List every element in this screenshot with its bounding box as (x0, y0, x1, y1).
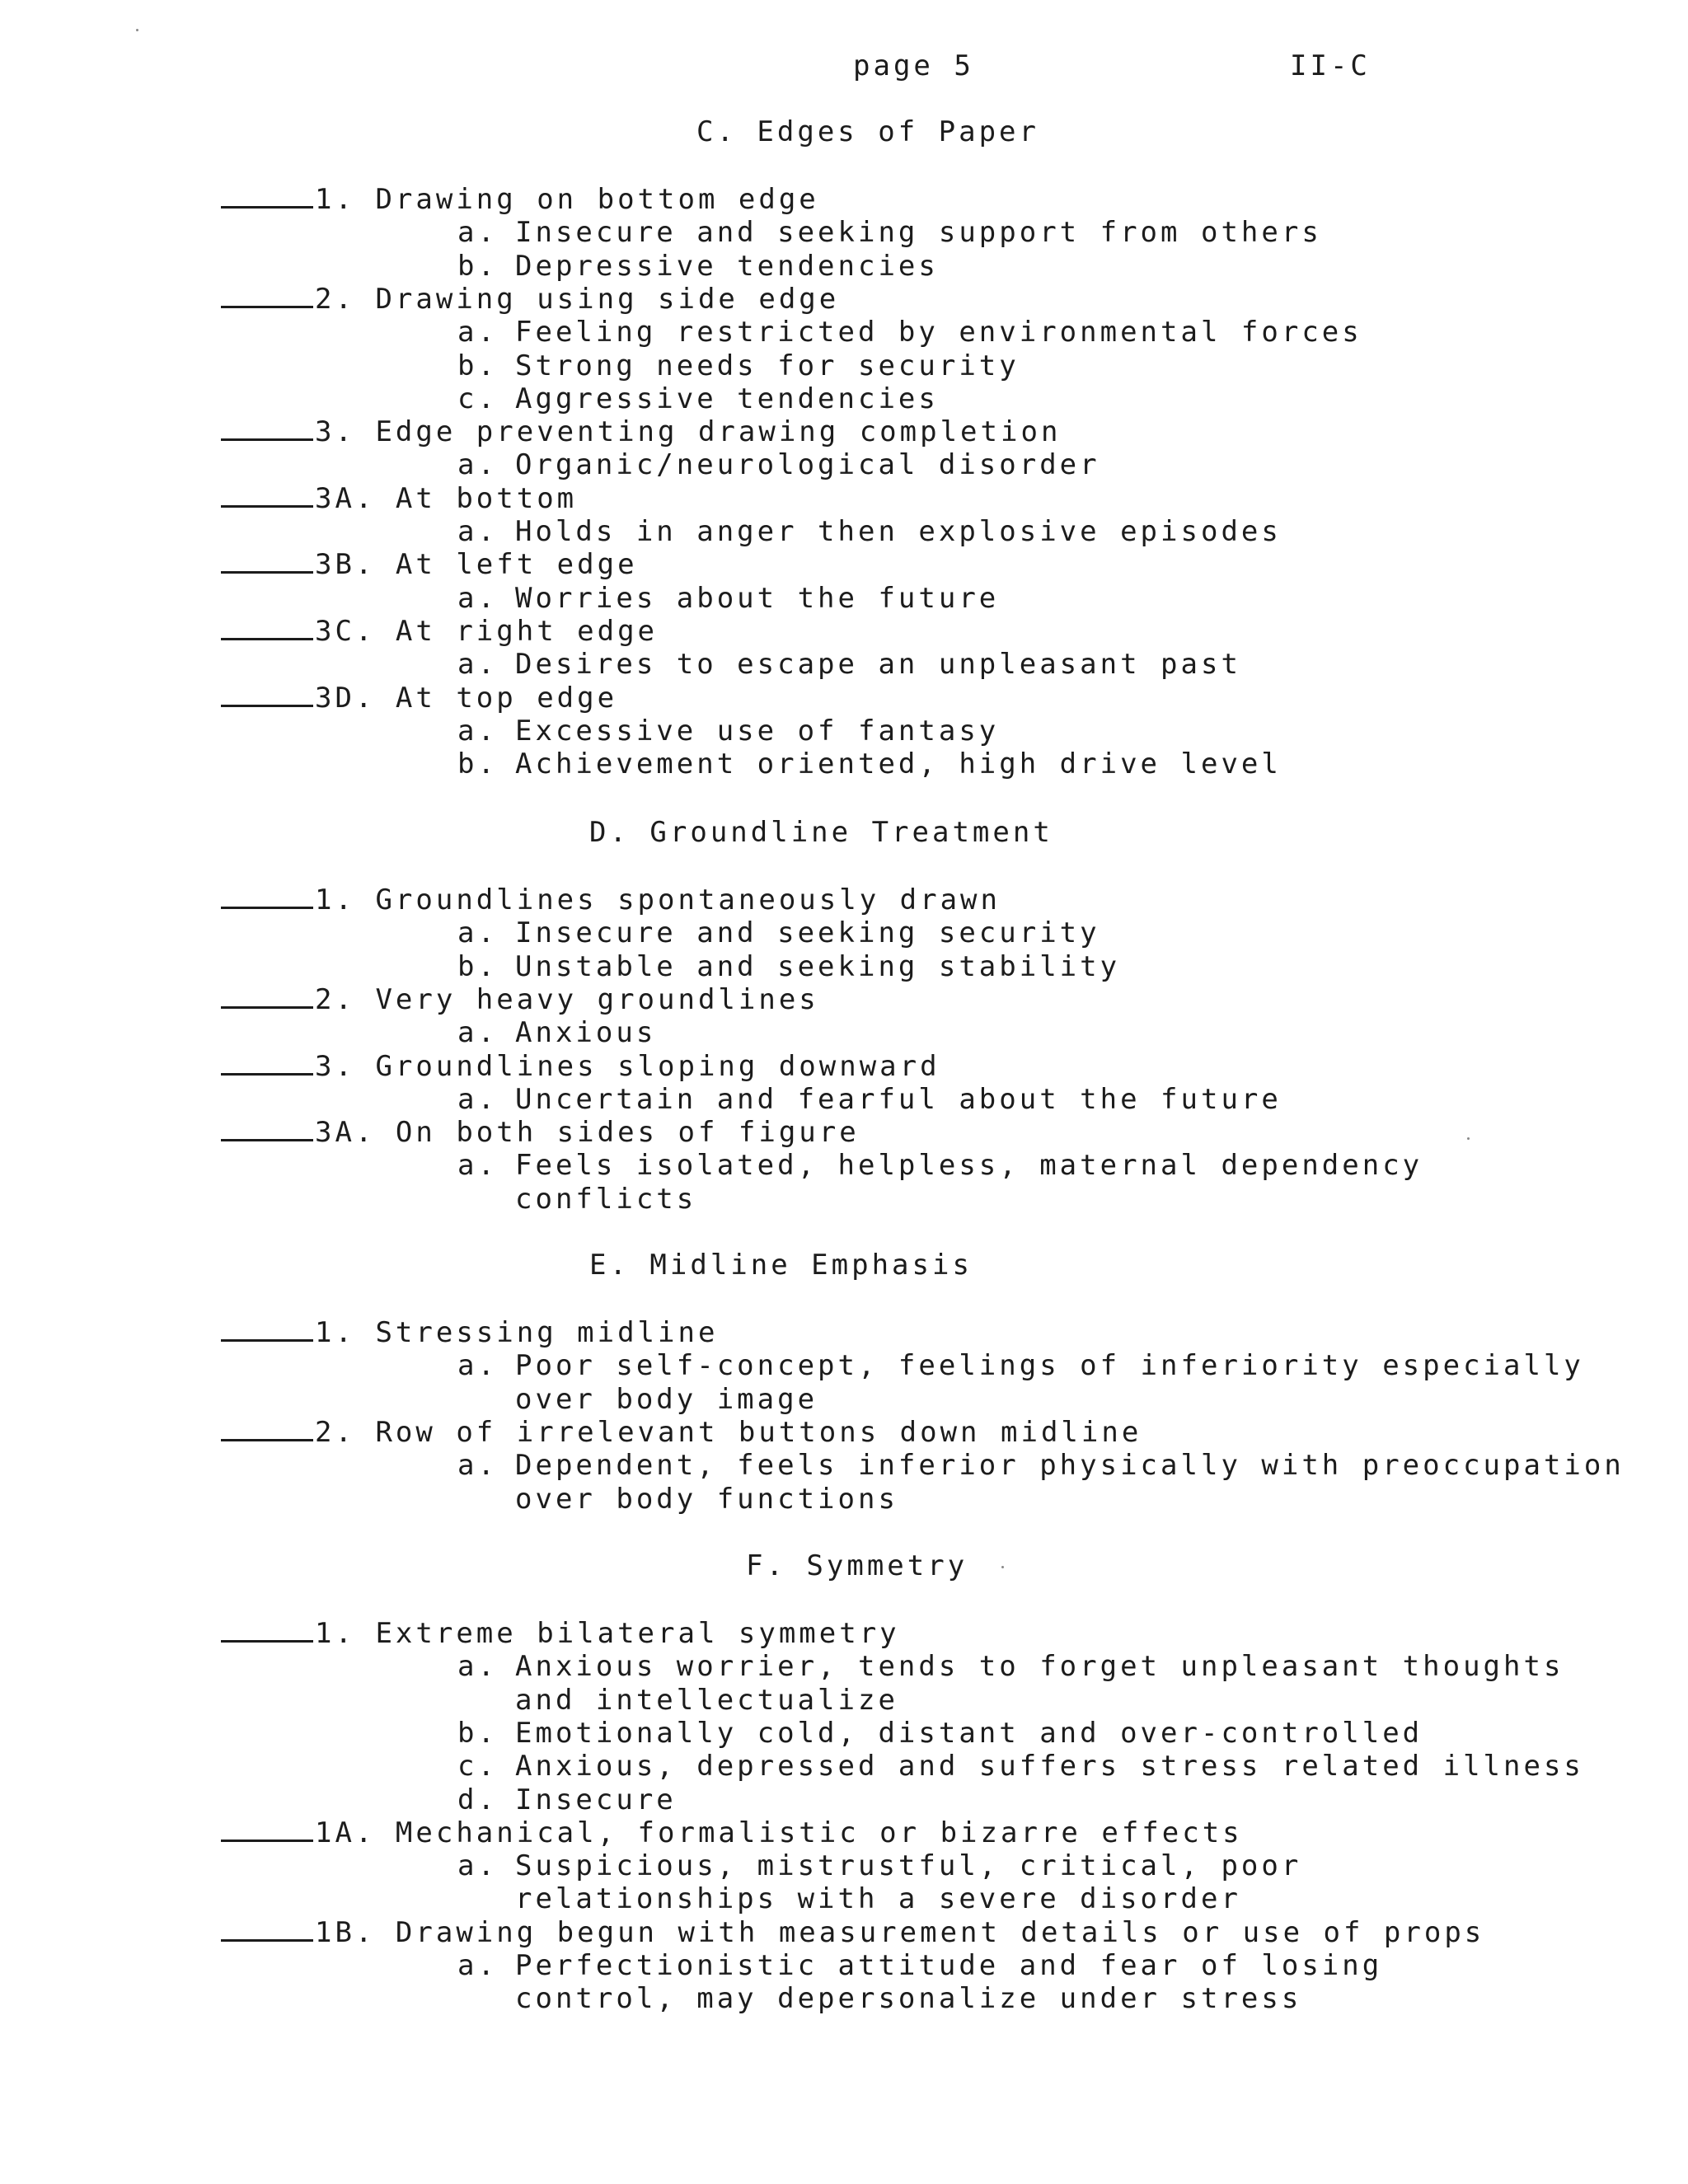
sub-item (457, 382, 939, 415)
answer-blank[interactable] (221, 620, 313, 640)
sub-item-continuation: over body functions (515, 1482, 898, 1516)
item-number: 1. (315, 1316, 355, 1349)
sub-item-letter: a. (457, 1349, 498, 1383)
sub-item (457, 950, 1120, 983)
item-text: Drawing using side edge (375, 282, 840, 316)
item-number: 1. (315, 1617, 355, 1650)
sub-item-text: Uncertain and fearful about the future (515, 1082, 1282, 1116)
sub-item (457, 1750, 1584, 1783)
sub-item-text: Achievement oriented, high drive level (515, 748, 1282, 781)
sub-item-letter: a. (457, 1849, 498, 1883)
sub-item (457, 316, 1362, 349)
item-number: 3. (315, 1049, 355, 1083)
sub-item (457, 216, 1322, 249)
item-text: Drawing begun with measurement details or use of props (395, 1915, 1485, 1949)
section-title: E. Midline Emphasis (589, 1249, 973, 1282)
answer-blank[interactable] (221, 988, 313, 1009)
checklist-item (221, 983, 819, 1016)
sub-item-letter: a. (457, 1449, 498, 1483)
answer-blank[interactable] (221, 1622, 313, 1643)
item-number: 1. (315, 883, 355, 916)
sub-item-text: Anxious, depressed and suffers stress related illness (515, 1750, 1584, 1783)
item-text: Edge preventing drawing completion (375, 415, 1062, 449)
page-number: page 5 (853, 49, 974, 82)
sub-item (457, 715, 999, 748)
scan-speck (1001, 1566, 1004, 1568)
sub-item (457, 1650, 1564, 1683)
scan-speck (1467, 1137, 1470, 1140)
item-number: 3D. (315, 681, 376, 715)
checklist-item (221, 615, 658, 648)
sub-item-letter: a. (457, 1149, 498, 1183)
answer-blank[interactable] (221, 553, 313, 574)
item-number: 1. (315, 183, 355, 216)
checklist-item (221, 283, 839, 316)
item-number: 3A. (315, 481, 376, 515)
sub-item (457, 648, 1241, 681)
sub-item-letter: a. (457, 1650, 498, 1684)
sub-item-text: Poor self-concept, feelings of inferiority especially (515, 1349, 1584, 1383)
sub-item-text: Anxious (515, 1016, 657, 1050)
answer-blank[interactable] (221, 288, 313, 308)
sub-item-text: Unstable and seeking stability (515, 949, 1121, 983)
sub-item-letter: b. (457, 349, 498, 382)
checklist-item (221, 1916, 1484, 1949)
sub-item-letter: d. (457, 1783, 498, 1816)
sub-item (457, 1449, 1625, 1482)
sub-item-text: Feels isolated, helpless, maternal dependency (515, 1149, 1423, 1183)
item-number: 2. (315, 282, 355, 316)
sub-item-letter: a. (457, 1016, 498, 1050)
sub-item (457, 916, 1100, 949)
answer-blank[interactable] (221, 188, 313, 209)
sub-item-continuation: and intellectualize (515, 1683, 898, 1717)
answer-blank[interactable] (221, 1321, 313, 1342)
sub-item-text: Strong needs for security (515, 349, 1020, 382)
answer-blank[interactable] (221, 888, 313, 909)
sub-item-text: Perfectionistic attitude and fear of losing (515, 1949, 1383, 1982)
sub-item (457, 1717, 1423, 1750)
sub-item (457, 448, 1100, 481)
item-number: 2. (315, 1415, 355, 1449)
item-text: Groundlines spontaneously drawn (375, 883, 1001, 916)
sub-item (457, 250, 939, 283)
sub-item-text: Aggressive tendencies (515, 382, 939, 415)
item-number: 1A. (315, 1816, 376, 1849)
checklist-item (221, 548, 638, 581)
item-text: At left edge (395, 548, 638, 582)
answer-blank[interactable] (221, 1421, 313, 1441)
sub-item (457, 1083, 1282, 1116)
checklist-item (221, 883, 1001, 916)
sub-item-letter: b. (457, 748, 498, 781)
sub-item-letter: b. (457, 949, 498, 983)
item-text: Very heavy groundlines (375, 982, 819, 1016)
sub-item-letter: a. (457, 1949, 498, 1982)
checklist-item (221, 183, 819, 216)
item-text: At top edge (395, 681, 618, 715)
sub-item-text: Insecure (515, 1783, 677, 1816)
answer-blank[interactable] (221, 1921, 313, 1942)
item-text: Stressing midline (375, 1316, 719, 1349)
checklist-item (221, 482, 577, 515)
checklist-item (221, 1050, 940, 1083)
item-text: Groundlines sloping downward (375, 1049, 940, 1083)
sub-item (457, 1349, 1584, 1382)
section-title: C. Edges of Paper (696, 115, 1039, 148)
sub-item (457, 1149, 1423, 1182)
answer-blank[interactable] (221, 1821, 313, 1842)
answer-blank[interactable] (221, 1121, 313, 1141)
sub-item-letter: a. (457, 648, 498, 682)
item-text: At bottom (395, 481, 578, 515)
sub-item-continuation: control, may depersonalize under stress (515, 1982, 1302, 2016)
sub-item-text: Emotionally cold, distant and over-controlled (515, 1716, 1423, 1750)
item-text: At right edge (395, 614, 659, 648)
sub-item-letter: a. (457, 448, 498, 482)
checklist-item (221, 1416, 1142, 1449)
checklist-item (221, 682, 617, 715)
item-text: Extreme bilateral symmetry (375, 1617, 900, 1650)
sub-item-text: Anxious worrier, tends to forget unpleasant thoughts (515, 1650, 1564, 1684)
sub-item-letter: a. (457, 515, 498, 548)
checklist-item (221, 415, 1061, 448)
sub-item-text: Suspicious, mistrustful, critical, poor (515, 1849, 1302, 1883)
scan-speck (136, 29, 138, 31)
sub-item-continuation: over body image (515, 1382, 818, 1416)
sub-item-continuation: relationships with a severe disorder (515, 1882, 1241, 1916)
section-id: II-C (1290, 49, 1371, 82)
sub-item-text: Organic/neurological disorder (515, 448, 1100, 482)
answer-blank[interactable] (221, 1055, 313, 1076)
sub-item (457, 748, 1282, 780)
checklist-item (221, 1816, 1243, 1849)
sub-item-text: Worries about the future (515, 581, 1000, 615)
sub-item-letter: c. (457, 1750, 498, 1783)
sub-item-text: Holds in anger then explosive episodes (515, 515, 1282, 548)
item-number: 2. (315, 982, 355, 1016)
section-title: D. Groundline Treatment (589, 816, 1053, 849)
sub-item-letter: a. (457, 216, 498, 250)
item-text: On both sides of figure (395, 1116, 860, 1150)
item-number: 1B. (315, 1915, 376, 1949)
item-number: 3. (315, 415, 355, 449)
sub-item-text: Insecure and seeking support from others (515, 216, 1322, 250)
checklist-item (221, 1116, 860, 1149)
checklist-item (221, 1617, 900, 1650)
sub-item (457, 515, 1282, 548)
sub-item-text: Insecure and seeking security (515, 916, 1100, 950)
item-number: 3A. (315, 1116, 376, 1150)
sub-item-text: Excessive use of fantasy (515, 714, 1000, 748)
item-number: 3C. (315, 614, 376, 648)
answer-blank[interactable] (221, 420, 313, 441)
item-text: Drawing on bottom edge (375, 183, 819, 216)
sub-item (457, 1849, 1301, 1882)
sub-item-text: Desires to escape an unpleasant past (515, 648, 1241, 682)
sub-item-letter: b. (457, 1716, 498, 1750)
checklist-item (221, 1316, 718, 1349)
sub-item-letter: b. (457, 249, 498, 283)
sub-item-letter: a. (457, 714, 498, 748)
item-text: Mechanical, formalistic or bizarre effects (395, 1816, 1243, 1849)
sub-item-letter: a. (457, 581, 498, 615)
sub-item-text: Dependent, feels inferior physically with preoccupation (515, 1449, 1625, 1483)
sub-item (457, 1783, 677, 1816)
sub-item (457, 1016, 656, 1049)
item-text: Row of irrelevant buttons down midline (375, 1415, 1142, 1449)
sub-item-letter: a. (457, 916, 498, 950)
answer-blank[interactable] (221, 687, 313, 707)
section-title: F. Symmetry (746, 1549, 968, 1582)
sub-item-letter: a. (457, 316, 498, 349)
answer-blank[interactable] (221, 487, 313, 508)
sub-item-text: Depressive tendencies (515, 249, 939, 283)
sub-item-continuation: conflicts (515, 1182, 697, 1216)
sub-item (457, 582, 999, 615)
item-number: 3B. (315, 548, 376, 582)
sub-item-letter: c. (457, 382, 498, 415)
sub-item (457, 349, 1020, 382)
sub-item (457, 1949, 1382, 1982)
sub-item-letter: a. (457, 1082, 498, 1116)
sub-item-text: Feeling restricted by environmental forces (515, 316, 1362, 349)
